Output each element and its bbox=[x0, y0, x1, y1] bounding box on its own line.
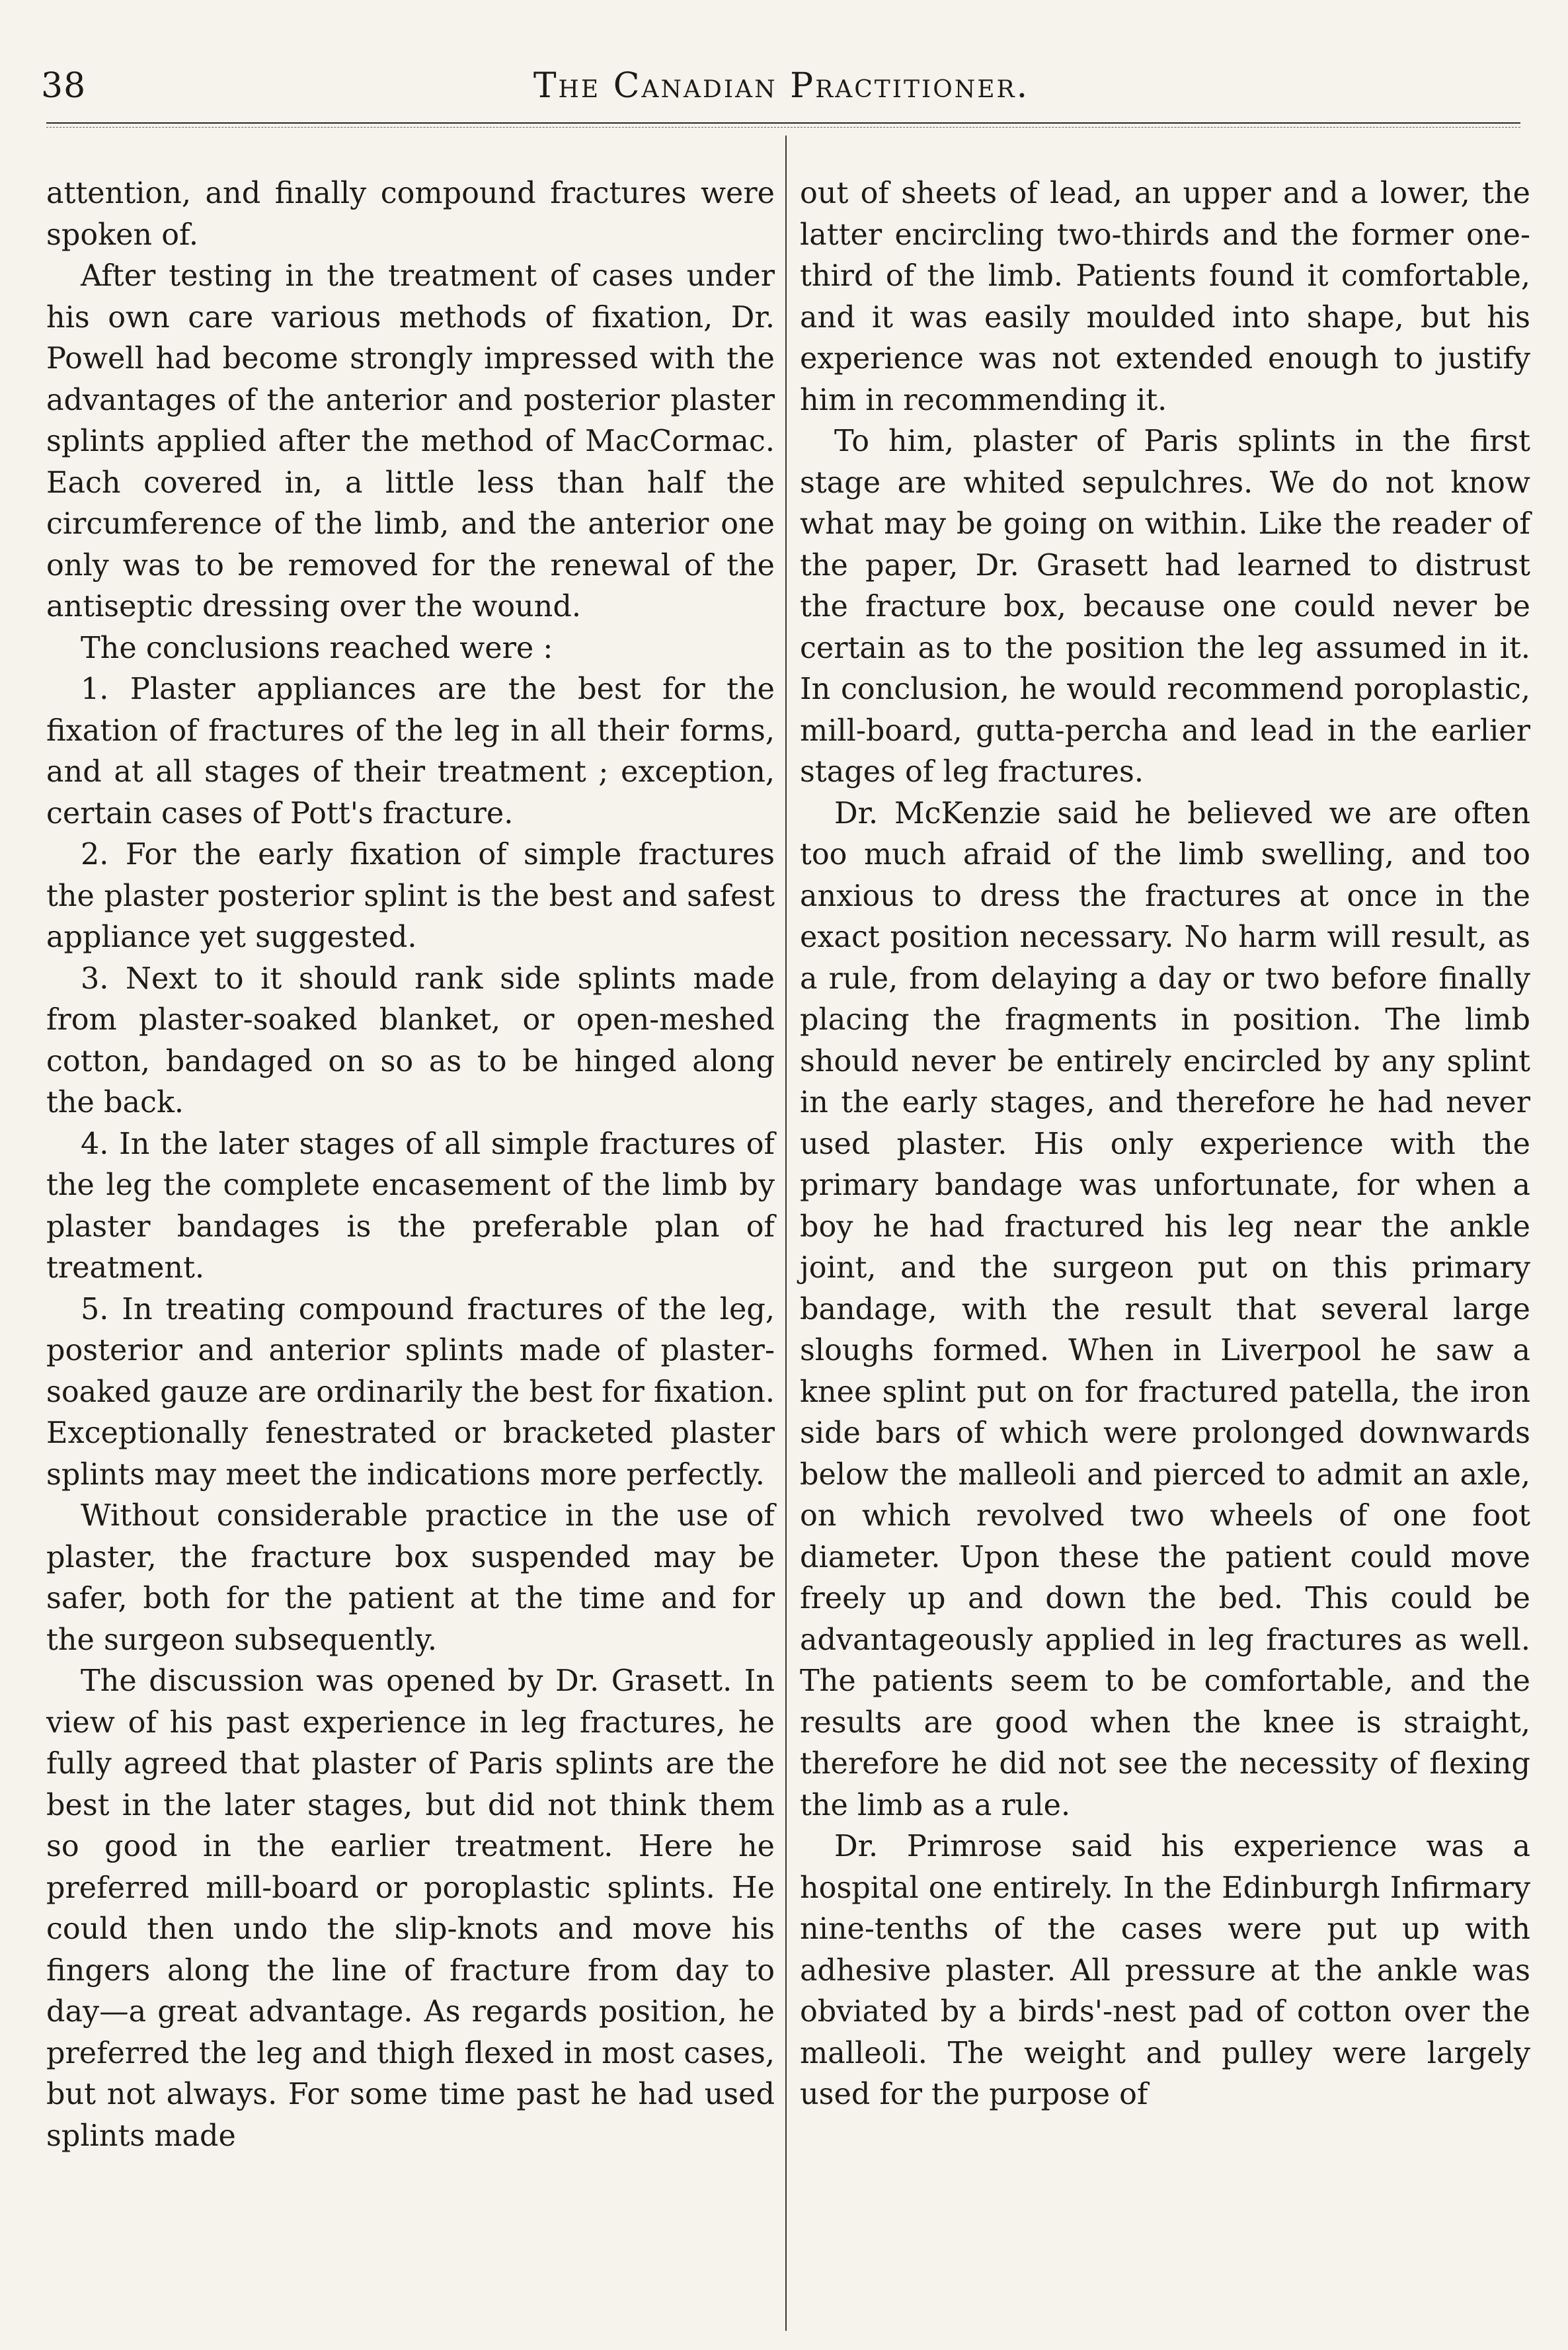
paragraph: To him, plaster of Paris splints in the first stage are whited sepulchres. We do not know what may be going on within. Like the reader of the paper, Dr. Grasett had learned to distrust the fracture box, because one could never be certain as to the position the leg assumed in it. In conclusion, he would recommend poroplastic, mill-board, gutta-percha and lead in the earlier stages of leg fractures. bbox=[800, 425, 1530, 789]
conclusion-item: 5. In treating compound fractures of the leg, posterior and anterior splints made of plaster-soaked gauze are ordinarily the best for fixation. Exceptionally fenestrated or bracketed plaster splints may meet the indications more perfectly. bbox=[46, 1292, 775, 1492]
header-rule bbox=[46, 122, 1520, 128]
page-number: 38 bbox=[41, 66, 87, 106]
paragraph: out of sheets of lead, an upper and a lower, the latter encircling two-thirds and the former one-third of the limb. Patients found it comfortable, and it was easily moulded into shape, but his experience was not extended enough to justify him in recommending it. bbox=[800, 177, 1530, 417]
paragraph: Dr. Primrose said his experience was a hospital one entirely. In the Edinburgh Infirmary nine-tenths of the cases were put up with adhesive plaster. All pressure at the ankle was obviated by a birds'-nest pad of cotton over the malleoli. The weight and pulley were largely used for the purpose of bbox=[800, 1830, 1530, 2111]
conclusion-item: 3. Next to it should rank side splints made from plaster-soaked blanket, or open-meshed cotton, bandaged on so as to be hinged along the back. bbox=[46, 961, 775, 1119]
conclusion-item: 1. Plaster appliances are the best for the fixation of fractures of the leg in all their forms, and at all stages of their treatment ; exception, certain cases of Pott's fracture. bbox=[46, 672, 775, 831]
conclusion-item: 2. For the early fixation of simple fractures the plaster posterior splint is the best and safest appliance yet suggested. bbox=[46, 838, 775, 954]
paragraph: Without considerable practice in the use of plaster, the fracture box suspended may be safer, both for the patient at the time and for the surgeon subsequently. bbox=[46, 1499, 775, 1657]
right-column bbox=[800, 173, 1530, 2116]
conclusion-item: 4. In the later stages of all simple fractures of the leg the complete encasement of the limb by plaster bandages is the preferable plan of treatment. bbox=[46, 1127, 775, 1285]
running-title: The Canadian Practitioner. bbox=[533, 66, 1030, 106]
paragraph: attention, and finally compound fractures were spoken of. bbox=[46, 177, 775, 252]
left-column bbox=[46, 173, 775, 2157]
paragraph: The discussion was opened by Dr. Grasett. In view of his past experience in leg fractures, he fully agreed that plaster of Paris splints are the best in the later stages, but did not think them so good in the earlier treatment. Here he preferred mill-board or poroplastic splints. He could then undo the slip-knots and move his fingers along the line of fracture from day to day—a great advantage. As regards position, he preferred the leg and thigh flexed in most cases, but not always. For some time past he had used splints made bbox=[46, 1664, 775, 2153]
column-divider bbox=[785, 136, 787, 2331]
paragraph: The conclusions reached were : bbox=[81, 631, 553, 665]
paragraph: After testing in the treatment of cases under his own care various methods of fixation, Dr. Powell had become strongly impressed with the advantages of the anterior and posterior plaster splints applied after the method of MacCormac. Each covered in, a little less than half the circumference of the limb, and the anterior one only was to be removed for the renewal of the antiseptic dressing over the wound. bbox=[46, 259, 775, 624]
paragraph: Dr. McKenzie said he believed we are often too much afraid of the limb swelling, and too anxious to dress the fractures at once in the exact position necessary. No harm will result, as a rule, from delaying a day or two before finally placing the fragments in position. The limb should never be entirely encircled by any splint in the early stages, and therefore he had never used plaster. His only experience with the primary bandage was unfortunate, for when a boy he had fractured his leg near the ankle joint, and the surgeon put on this primary bandage, with the result that several large sloughs formed. When in Liverpool he saw a knee splint put on for fractured patella, the iron side bars of which were prolonged downwards below the malleoli and pierced to admit an axle, on which revolved two wheels of one foot diameter. Upon these the patient could move freely up and down the bed. This could be advantageously applied in leg fractures as well. The patients seem to be comfortable, and the results are good when the knee is straight, therefore he did not see the necessity of flexing the limb as a rule. bbox=[800, 796, 1530, 1822]
